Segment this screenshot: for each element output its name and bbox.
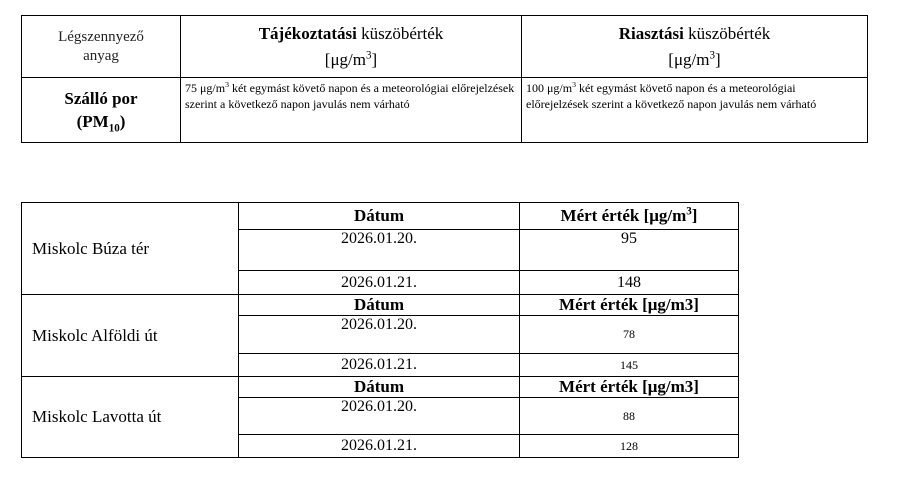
date-cell: 2026.01.21. [239, 354, 520, 377]
measurement-table [21, 202, 739, 458]
value-header: Mért érték [μg/m3] [520, 295, 739, 316]
header-alert-threshold [522, 16, 868, 78]
date-cell: 2026.01.21. [239, 271, 520, 295]
value-header-label: Mért érték [μg/m [560, 206, 687, 225]
header-info-unit: [μg/m [324, 49, 367, 69]
info-threshold-exp: 3 [225, 80, 230, 89]
station-header-row [22, 203, 739, 230]
alert-threshold-value: 100 μg/m [526, 81, 573, 95]
header-info-bold: Tájékoztatási [258, 23, 357, 43]
header-info-unit-end: ] [371, 49, 378, 69]
alert-threshold-exp: 3 [572, 80, 577, 89]
date-cell: 2026.01.21. [239, 435, 520, 458]
value-header: Mért érték [μg/m3] [520, 377, 739, 398]
alert-threshold-description [522, 78, 868, 143]
header-alert-unit: [μg/m [668, 49, 710, 69]
header-alert-unit-end: ] [715, 49, 721, 69]
station-name: Miskolc Lavotta út [22, 377, 239, 458]
pollutant-formula: (PM [76, 112, 109, 131]
value-cell: 128 [520, 435, 739, 458]
alert-threshold-text: két egymást követő napon és a meteorológiai előrejelzések szerint a következő napon javulás nem várható [526, 81, 817, 111]
header-alert-unit-exp: 3 [709, 48, 716, 61]
info-threshold-description [181, 78, 522, 143]
date-cell: 2026.01.20. [239, 316, 520, 354]
station-header-row [22, 295, 739, 316]
pollutant-name [22, 78, 181, 143]
pollutant-formula-sub: 10 [108, 122, 120, 135]
value-cell: 145 [520, 354, 739, 377]
value-header-end: ] [691, 206, 698, 225]
threshold-table [21, 15, 868, 143]
date-cell: 2026.01.20. [239, 230, 520, 271]
value-header-exp: 3 [686, 205, 692, 218]
info-threshold-value: 75 μg/m [185, 81, 226, 95]
pollutant-formula-end: ) [119, 112, 126, 131]
info-threshold-text: két egymást követő napon és a meteorológiai előrejelzések szerint a következő napon javulás nem várható [185, 81, 515, 111]
header-info-rest: küszöbérték [361, 23, 444, 43]
date-cell: 2026.01.20. [239, 398, 520, 435]
station-name: Miskolc Alföldi út [22, 295, 239, 377]
date-header: Dátum [239, 203, 520, 230]
header-info-unit-exp: 3 [366, 48, 372, 61]
pollutant-label: Szálló por [64, 89, 138, 108]
value-cell: 148 [520, 271, 739, 295]
value-cell: 95 [520, 230, 739, 271]
threshold-header-row [22, 16, 868, 78]
value-cell: 78 [520, 316, 739, 354]
header-alert-bold: Riasztási [618, 23, 684, 43]
date-header: Dátum [239, 377, 520, 398]
header-info-threshold [181, 16, 522, 78]
station-name: Miskolc Búza tér [22, 203, 239, 295]
header-pollutant [22, 16, 181, 78]
header-alert-rest: küszöbérték [688, 23, 771, 43]
date-header: Dátum [239, 295, 520, 316]
pm10-row [22, 78, 868, 143]
value-header [520, 203, 739, 230]
value-cell: 88 [520, 398, 739, 435]
station-header-row [22, 377, 739, 398]
header-pollutant-label: Légszennyező anyag [58, 28, 144, 64]
